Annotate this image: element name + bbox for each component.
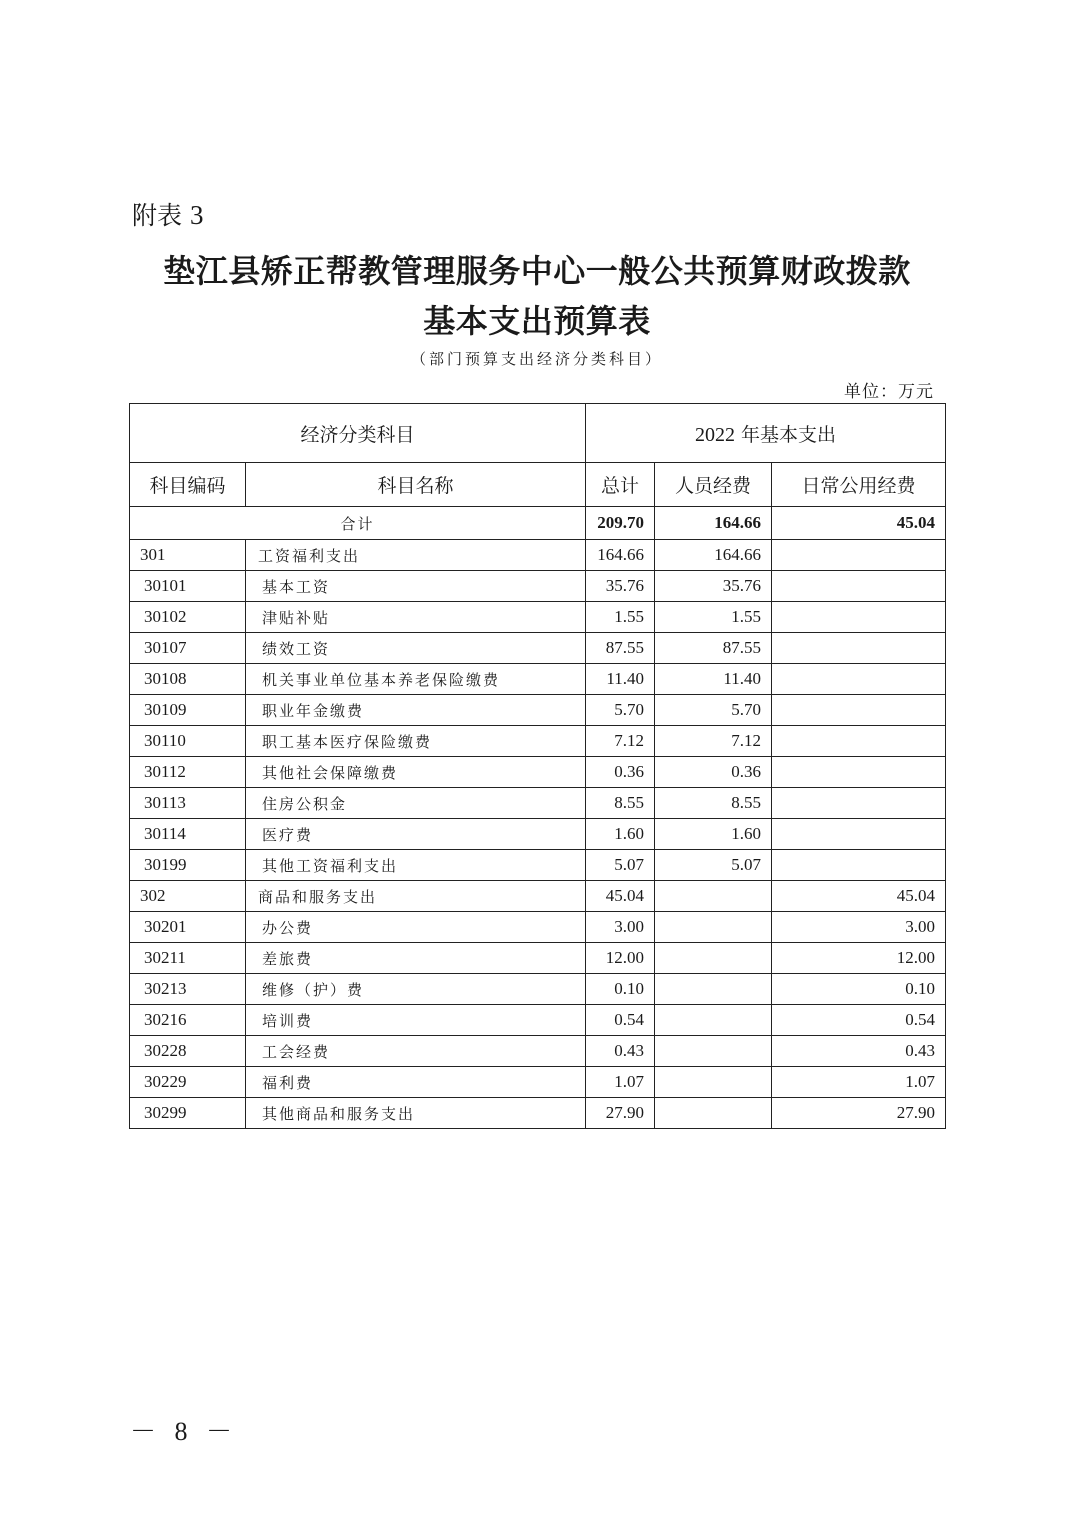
row-code: 302	[130, 881, 246, 912]
budget-table	[129, 403, 946, 1129]
attachment-number: 3	[189, 200, 204, 230]
row-name: 职工基本医疗保险缴费	[246, 726, 586, 757]
table-row	[130, 664, 946, 695]
header-personnel: 人员经费	[655, 463, 772, 507]
row-personnel: 5.07	[655, 850, 772, 881]
row-name: 办公费	[246, 912, 586, 943]
row-personnel	[655, 943, 772, 974]
row-name: 基本工资	[246, 571, 586, 602]
row-name: 维修（护）费	[246, 974, 586, 1005]
row-personnel	[655, 881, 772, 912]
row-name: 其他商品和服务支出	[246, 1098, 586, 1129]
table-row	[130, 695, 946, 726]
row-code: 30112	[130, 757, 246, 788]
table-row	[130, 1036, 946, 1067]
row-daily	[772, 664, 946, 695]
table-row	[130, 1098, 946, 1129]
table-row	[130, 819, 946, 850]
row-total: 8.55	[586, 788, 655, 819]
table-row	[130, 1005, 946, 1036]
header-row-group	[130, 404, 946, 463]
row-code: 30228	[130, 1036, 246, 1067]
subtitle: （部门预算支出经济分类科目）	[410, 350, 663, 368]
total-label: 合计	[130, 507, 586, 540]
row-code: 30199	[130, 850, 246, 881]
header-year-expenditure	[586, 404, 946, 463]
row-code: 30216	[130, 1005, 246, 1036]
row-daily	[772, 602, 946, 633]
row-name: 机关事业单位基本养老保险缴费	[246, 664, 586, 695]
row-code: 30108	[130, 664, 246, 695]
table-row	[130, 912, 946, 943]
row-personnel	[655, 974, 772, 1005]
row-code: 30229	[130, 1067, 246, 1098]
row-total: 27.90	[586, 1098, 655, 1129]
row-code: 30109	[130, 695, 246, 726]
row-total: 164.66	[586, 540, 655, 571]
row-name: 津贴补贴	[246, 602, 586, 633]
total-personnel: 164.66	[655, 507, 772, 540]
row-daily	[772, 726, 946, 757]
row-total: 11.40	[586, 664, 655, 695]
row-personnel: 7.12	[655, 726, 772, 757]
header-name: 科目名称	[246, 463, 586, 507]
row-code: 30114	[130, 819, 246, 850]
title-line-2: 基本支出预算表	[423, 302, 651, 340]
row-daily: 45.04	[772, 881, 946, 912]
table-row	[130, 633, 946, 664]
row-code: 30213	[130, 974, 246, 1005]
row-name: 住房公积金	[246, 788, 586, 819]
row-daily	[772, 788, 946, 819]
row-name: 福利费	[246, 1067, 586, 1098]
row-code: 30107	[130, 633, 246, 664]
table-row	[130, 850, 946, 881]
row-total: 1.60	[586, 819, 655, 850]
row-personnel: 87.55	[655, 633, 772, 664]
row-code: 30102	[130, 602, 246, 633]
row-personnel	[655, 1005, 772, 1036]
row-total: 5.70	[586, 695, 655, 726]
row-total: 0.43	[586, 1036, 655, 1067]
row-daily	[772, 633, 946, 664]
row-daily: 27.90	[772, 1098, 946, 1129]
table-row	[130, 943, 946, 974]
row-name: 商品和服务支出	[246, 881, 586, 912]
total-daily: 45.04	[772, 507, 946, 540]
row-personnel: 1.60	[655, 819, 772, 850]
header-row-columns	[130, 463, 946, 507]
header-total: 总计	[586, 463, 655, 507]
header-year-text: 年基本支出	[741, 423, 837, 446]
total-row	[130, 507, 946, 540]
row-daily: 1.07	[772, 1067, 946, 1098]
table-row	[130, 788, 946, 819]
row-name: 其他社会保障缴费	[246, 757, 586, 788]
row-daily: 0.43	[772, 1036, 946, 1067]
row-code: 30299	[130, 1098, 246, 1129]
row-daily: 12.00	[772, 943, 946, 974]
row-name: 工资福利支出	[246, 540, 586, 571]
row-personnel: 11.40	[655, 664, 772, 695]
row-total: 1.07	[586, 1067, 655, 1098]
row-total: 45.04	[586, 881, 655, 912]
row-total: 5.07	[586, 850, 655, 881]
row-name: 绩效工资	[246, 633, 586, 664]
row-name: 培训费	[246, 1005, 586, 1036]
row-name: 差旅费	[246, 943, 586, 974]
row-code: 30201	[130, 912, 246, 943]
table-row	[130, 602, 946, 633]
row-code: 30101	[130, 571, 246, 602]
row-daily: 0.10	[772, 974, 946, 1005]
attachment-label	[132, 196, 213, 232]
table-row	[130, 571, 946, 602]
row-personnel: 0.36	[655, 757, 772, 788]
row-daily	[772, 571, 946, 602]
row-code: 301	[130, 540, 246, 571]
header-economic-category: 经济分类科目	[130, 404, 586, 463]
header-year: 2022	[695, 423, 735, 446]
row-name: 职业年金缴费	[246, 695, 586, 726]
header-code: 科目编码	[130, 463, 246, 507]
row-personnel: 5.70	[655, 695, 772, 726]
row-personnel	[655, 1098, 772, 1129]
table-row	[130, 540, 946, 571]
row-code: 30211	[130, 943, 246, 974]
row-personnel: 1.55	[655, 602, 772, 633]
row-total: 0.10	[586, 974, 655, 1005]
table-row	[130, 757, 946, 788]
row-personnel	[655, 1036, 772, 1067]
row-personnel: 35.76	[655, 571, 772, 602]
row-daily	[772, 757, 946, 788]
table-row	[130, 974, 946, 1005]
row-daily: 0.54	[772, 1005, 946, 1036]
title-line-1: 垫江县矫正帮教管理服务中心一般公共预算财政拨款	[163, 252, 911, 290]
row-total: 1.55	[586, 602, 655, 633]
row-total: 0.54	[586, 1005, 655, 1036]
row-personnel	[655, 1067, 772, 1098]
attachment-text: 附表	[132, 201, 183, 230]
row-code: 30113	[130, 788, 246, 819]
row-total: 12.00	[586, 943, 655, 974]
row-name: 其他工资福利支出	[246, 850, 586, 881]
row-name: 工会经费	[246, 1036, 586, 1067]
row-total: 0.36	[586, 757, 655, 788]
row-personnel	[655, 912, 772, 943]
row-daily	[772, 850, 946, 881]
row-total: 35.76	[586, 571, 655, 602]
row-daily	[772, 819, 946, 850]
page-number: － 8 －	[130, 1417, 239, 1446]
row-daily	[772, 540, 946, 571]
row-personnel: 8.55	[655, 788, 772, 819]
row-total: 7.12	[586, 726, 655, 757]
row-daily: 3.00	[772, 912, 946, 943]
row-total: 87.55	[586, 633, 655, 664]
table-row	[130, 881, 946, 912]
row-daily	[772, 695, 946, 726]
unit-label: 单位：万元	[844, 382, 934, 402]
row-personnel: 164.66	[655, 540, 772, 571]
row-total: 3.00	[586, 912, 655, 943]
row-code: 30110	[130, 726, 246, 757]
header-daily: 日常公用经费	[772, 463, 946, 507]
total-total: 209.70	[586, 507, 655, 540]
table-row	[130, 1067, 946, 1098]
row-name: 医疗费	[246, 819, 586, 850]
table-row	[130, 726, 946, 757]
